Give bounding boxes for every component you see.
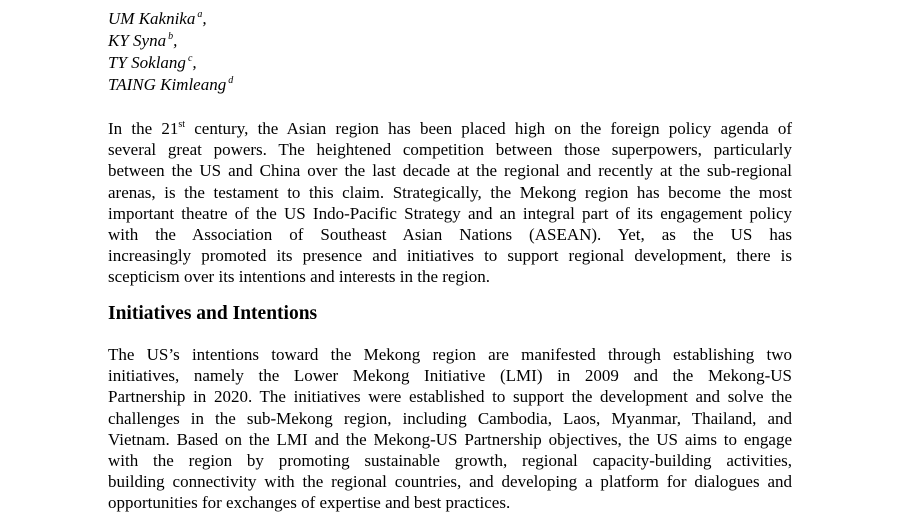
author-name: TY Soklang xyxy=(108,53,186,72)
line-text: century, the Asian region has been placed high on the foreign policy agenda of xyxy=(185,119,792,138)
paragraph-line: with the Association of Southeast Asian Nations (ASEAN). Yet, as the US has xyxy=(108,225,792,245)
section-heading: Initiatives and Intentions xyxy=(108,303,318,324)
author-entry xyxy=(108,52,233,74)
line-text: In the 21 xyxy=(108,119,179,138)
paragraph-line: between the US and China over the last decade at the regional and recently at the sub-regional xyxy=(108,161,792,181)
paragraph-line: opportunities for exchanges of expertise and best practices. xyxy=(108,493,511,513)
author-affiliation-mark: c xyxy=(187,53,193,64)
intro-paragraph xyxy=(108,118,792,288)
author-list xyxy=(108,8,233,96)
author-name: KY Syna xyxy=(108,31,167,50)
author-separator: , xyxy=(202,9,207,28)
paragraph-line: The US’s intentions toward the Mekong region are manifested through establishing two xyxy=(108,345,792,364)
paragraph-line: increasingly promoted its presence and initiatives to support regional development, there is xyxy=(108,246,792,266)
paragraph-line: with the region by promoting sustainable growth, regional capacity-building activities, xyxy=(108,451,792,471)
author-name: UM Kaknika xyxy=(108,9,196,28)
paragraph-line: several great powers. The heightened competition between those superpowers, particularly xyxy=(108,140,792,160)
paragraph-line: scepticism over its intentions and interests in the region. xyxy=(108,267,490,287)
section-paragraph xyxy=(108,344,792,514)
author-entry xyxy=(108,8,233,30)
author-affiliation-mark: a xyxy=(197,9,203,20)
author-affiliation-mark: d xyxy=(228,75,234,86)
author-separator: , xyxy=(192,53,197,72)
paragraph-line: challenges in the sub-Mekong region, including Cambodia, Laos, Myanmar, Thailand, and xyxy=(108,408,792,428)
paragraph-line: initiatives, namely the Lower Mekong Initiative (LMI) in 2009 and the Mekong-US xyxy=(108,366,792,386)
paragraph-line: Partnership in 2020. The initiatives were established to support the development and solve the xyxy=(108,387,792,407)
paragraph-line: building connectivity with the regional countries, and developing a platform for dialogues and xyxy=(108,472,792,492)
paragraph-line: important theatre of the US Indo-Pacific Strategy and an integral part of its engagement policy xyxy=(108,203,792,223)
paragraph-line: arenas, is the testament to this claim. Strategically, the Mekong region has become the most xyxy=(108,182,792,202)
author-name: TAING Kimleang xyxy=(108,75,227,94)
paragraph-line: Vietnam. Based on the LMI and the Mekong-US Partnership objectives, the US aims to engage xyxy=(108,429,792,449)
author-entry xyxy=(108,30,233,52)
author-affiliation-mark: b xyxy=(168,31,174,42)
paragraph-line xyxy=(108,118,792,139)
author-entry xyxy=(108,74,233,96)
author-separator: , xyxy=(173,31,178,50)
ordinal-suffix: st xyxy=(178,119,186,130)
